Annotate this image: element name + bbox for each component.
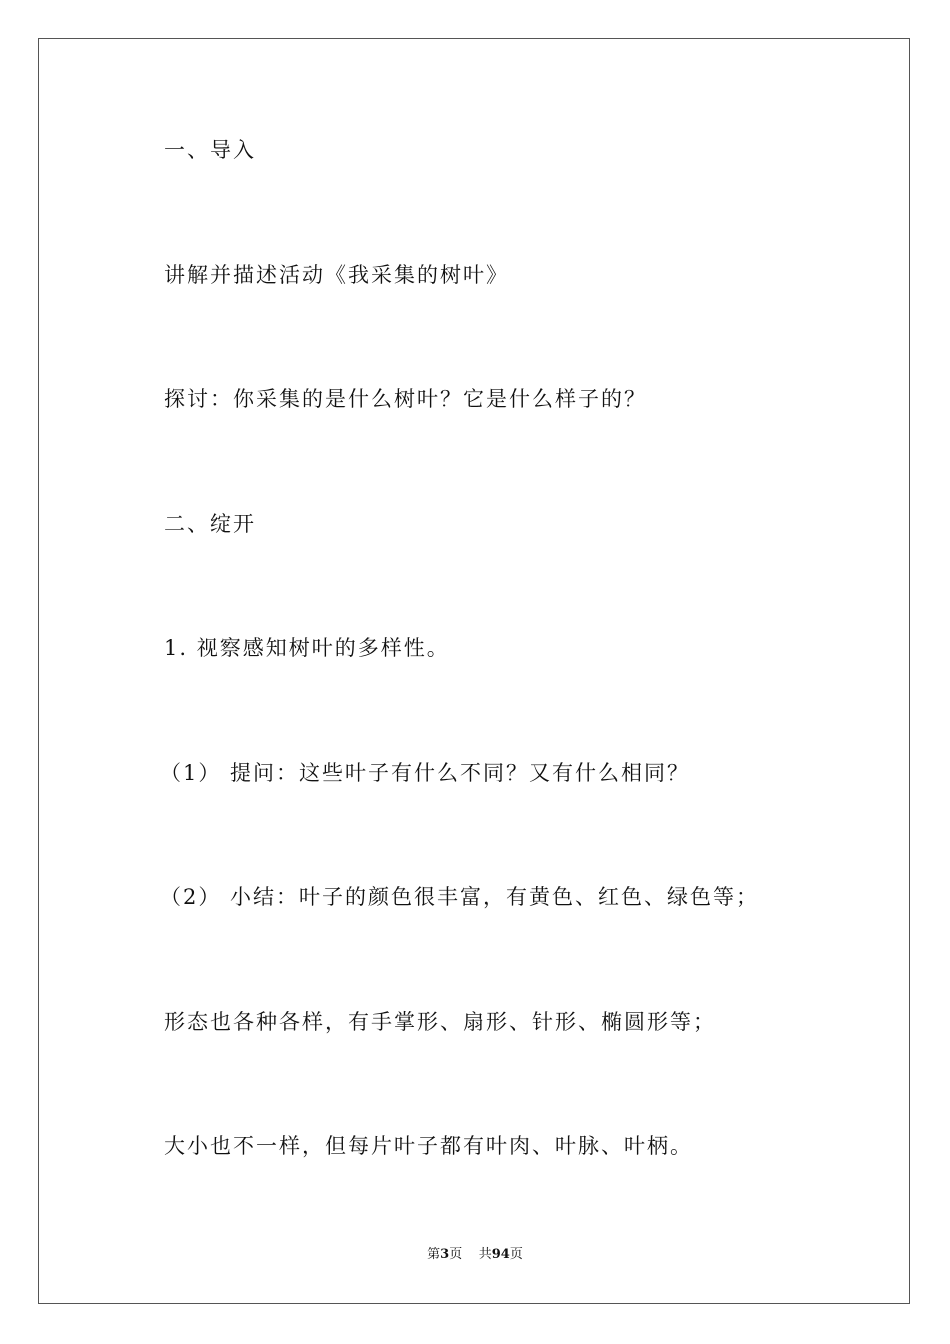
page-footer: [0, 1246, 950, 1264]
footer-middle: 页 共: [449, 1247, 492, 1262]
page-frame: [38, 38, 910, 1304]
section-heading-intro: 一、导入: [164, 138, 256, 162]
footer-prefix: 第: [427, 1247, 441, 1262]
paragraph-discussion: 探讨：你采集的是什么树叶？它是什么样子的？: [164, 387, 647, 411]
sub-item-2: （2） 小结：叶子的颜色很丰富，有黄色、红色、绿色等；: [160, 885, 760, 909]
list-item-1: 1. 视察感知树叶的多样性。: [164, 636, 450, 660]
paragraph-shapes: 形态也各种各样，有手掌形、扇形、针形、椭圆形等；: [164, 1010, 716, 1034]
footer-suffix: 页: [509, 1247, 523, 1262]
paragraph-sizes: 大小也不一样，但每片叶子都有叶肉、叶脉、叶柄。: [164, 1134, 693, 1158]
section-heading-expand: 二、绽开: [164, 512, 256, 536]
footer-total-pages: 94: [491, 1247, 510, 1262]
sub-item-1: （1） 提问：这些叶子有什么不同？又有什么相同？: [160, 761, 691, 785]
footer-current-page: 3: [440, 1247, 450, 1262]
paragraph-activity: 讲解并描述活动《我采集的树叶》: [164, 263, 509, 287]
